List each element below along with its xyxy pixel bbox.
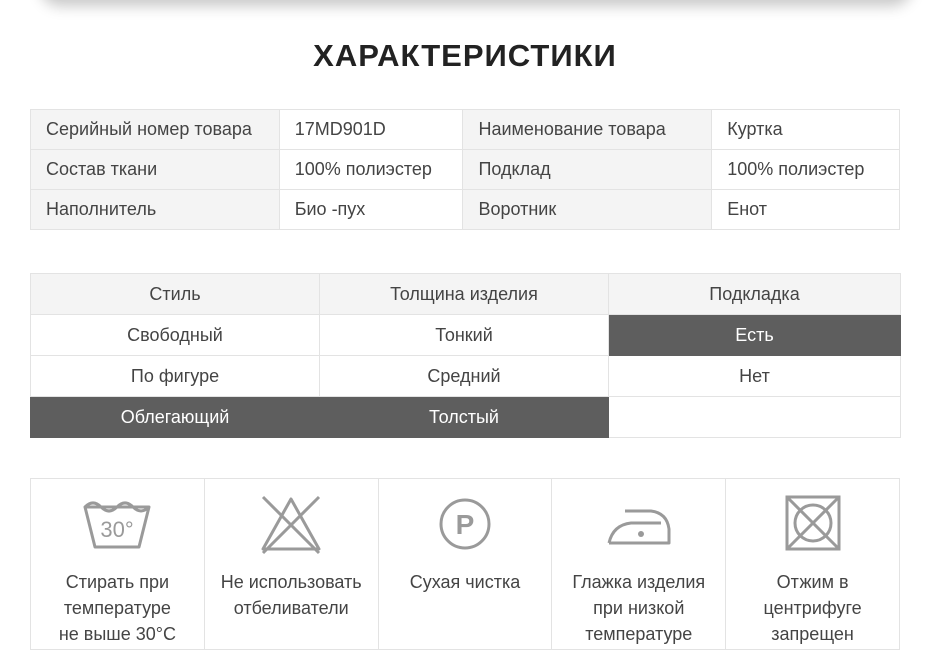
care-item-bleach <box>205 479 379 649</box>
spec-value-serial: 17MD901D <box>279 110 463 150</box>
specs-table <box>30 109 900 230</box>
table-row <box>31 190 900 230</box>
spec-key-fabric: Состав ткани <box>31 150 280 190</box>
table-header-row <box>31 274 901 315</box>
header-lining: Подкладка <box>609 274 901 315</box>
option-fitted: По фигуре <box>31 356 320 397</box>
style-table <box>30 273 901 438</box>
spec-key-collar: Воротник <box>463 190 712 230</box>
page-title: ХАРАКТЕРИСТИКИ <box>313 38 617 73</box>
wash-30-icon <box>79 493 155 555</box>
option-thick: Толстый <box>320 397 609 438</box>
spec-key-name: Наименование товара <box>463 110 712 150</box>
spec-key-lining: Подклад <box>463 150 712 190</box>
spec-value-name: Куртка <box>712 110 900 150</box>
empty-cell <box>609 397 901 438</box>
option-medium: Средний <box>320 356 609 397</box>
header-thickness: Толщина изделия <box>320 274 609 315</box>
option-lining-yes: Есть <box>609 315 901 356</box>
svg-text:30°: 30° <box>100 517 135 542</box>
option-thin: Тонкий <box>320 315 609 356</box>
care-label-iron: Глажка изделия при низкой температуре <box>572 572 706 644</box>
table-row <box>31 150 900 190</box>
care-label-wash: Стирать при температуре не выше 30°С <box>58 572 176 644</box>
care-label-bleach: Не использовать отбеливатели <box>220 572 362 618</box>
care-item-spin <box>726 479 899 649</box>
no-tumble-dry-icon <box>775 493 851 555</box>
table-row <box>31 110 900 150</box>
dry-clean-p-icon <box>427 493 503 555</box>
spec-value-filling: Био -пух <box>279 190 463 230</box>
no-bleach-icon <box>253 493 329 555</box>
header-style: Стиль <box>31 274 320 315</box>
table-row <box>31 397 901 438</box>
care-item-iron <box>552 479 726 649</box>
spec-key-filling: Наполнитель <box>31 190 280 230</box>
care-item-dryclean <box>379 479 553 649</box>
care-item-wash <box>31 479 205 649</box>
option-slim: Облегающий <box>31 397 320 438</box>
care-instructions <box>30 478 900 650</box>
spec-value-fabric: 100% полиэстер <box>279 150 463 190</box>
table-row <box>31 315 901 356</box>
spec-value-collar: Енот <box>712 190 900 230</box>
spec-value-lining: 100% полиэстер <box>712 150 900 190</box>
option-lining-no: Нет <box>609 356 901 397</box>
table-row <box>31 356 901 397</box>
spec-key-serial: Серийный номер товара <box>31 110 280 150</box>
iron-low-icon <box>601 493 677 555</box>
care-label-dryclean: Сухая чистка <box>409 572 521 592</box>
option-loose: Свободный <box>31 315 320 356</box>
svg-text:P: P <box>455 509 475 540</box>
care-label-spin: Отжим в центрифуге запрещен <box>763 572 862 644</box>
